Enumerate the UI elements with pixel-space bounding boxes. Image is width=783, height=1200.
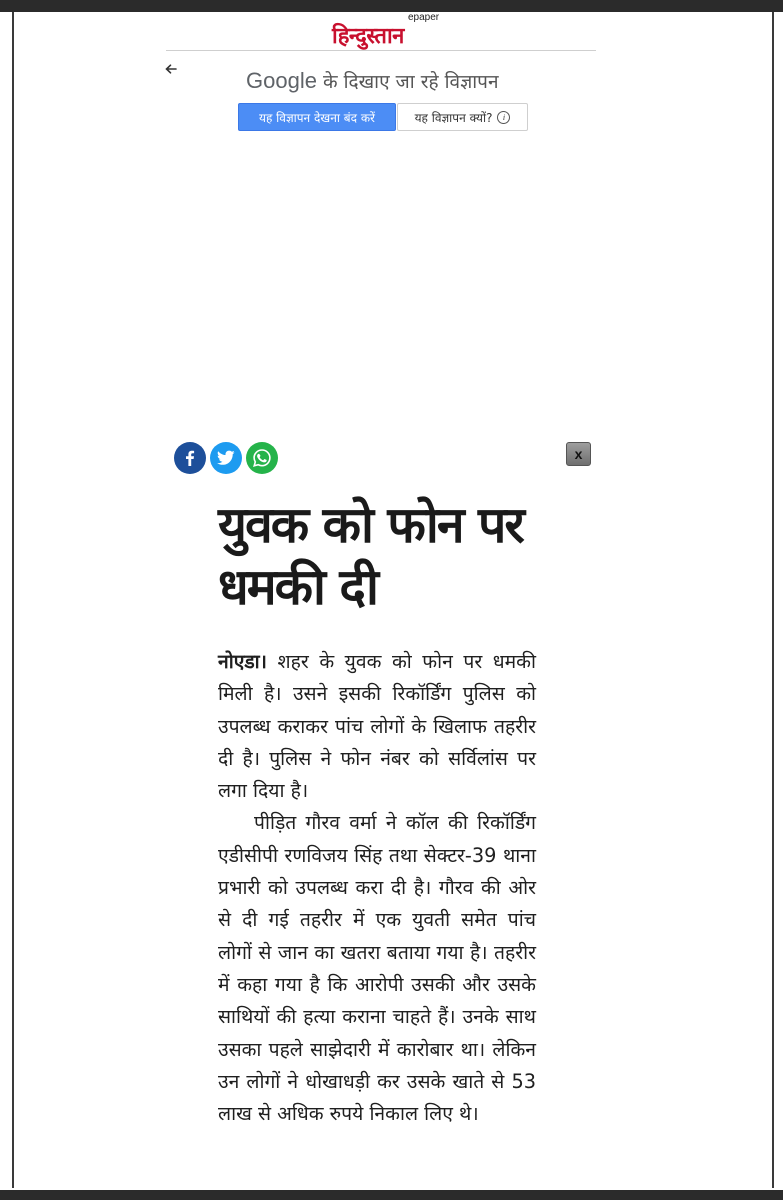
masthead[interactable]	[328, 12, 458, 49]
top-bar	[0, 0, 783, 12]
article-paragraph-1	[218, 646, 536, 807]
why-this-ad-label: यह विज्ञापन क्यों?	[414, 110, 493, 125]
whatsapp-icon[interactable]	[246, 442, 278, 474]
article-body	[218, 646, 536, 1130]
info-icon: i	[497, 111, 510, 124]
article-headline: युवक को फोन पर धमकी दी	[218, 496, 523, 616]
article-paragraph-2: पीड़ित गौरव वर्मा ने कॉल की रिकॉर्डिंग एडीसीपी रणविजय सिंह तथा सेक्टर-39 थाना प्रभारी को उपलब्ध करा दी है। गौरव की ओर से दी गई तहरीर में एक युवती समेत पांच लोगों से जान का खतरा बताया गया है। तहरीर में कहा गया है कि आरोपी उसकी और उसके साथियों की हत्या कराना चाहते हैं। उनके साथ उसका पहले साझेदारी में कारोबार था। लेकिन उन लोगों ने धोखाधड़ी कर उसके खाते से 53 लाख से अधिक रुपये निकाल लिए थे।	[218, 811, 536, 1126]
google-wordmark: Google	[246, 68, 317, 93]
dateline: नोएडा।	[218, 650, 267, 673]
ads-by-text: के दिखाए जा रहे विज्ञापन	[316, 71, 499, 93]
twitter-icon[interactable]	[210, 442, 242, 474]
ads-by-google-title	[246, 68, 499, 94]
close-button[interactable]	[566, 442, 591, 466]
why-this-ad-button[interactable]	[397, 103, 528, 131]
stop-seeing-ad-label: यह विज्ञापन देखना बंद करें	[259, 110, 375, 125]
hindustan-logo: हिन्दुस्तान	[332, 24, 404, 49]
left-border	[12, 12, 14, 1188]
stop-seeing-ad-button[interactable]	[238, 103, 396, 131]
bottom-bar	[0, 1190, 783, 1200]
facebook-icon[interactable]	[174, 442, 206, 474]
paragraph-1-text: शहर के युवक को फोन पर धमकी मिली है। उसने इसकी रिकॉर्डिंग पुलिस को उपलब्ध कराकर पांच लोगों के खिलाफ तहरीर दी है। पुलिस ने फोन नंबर को सर्विलांस पर लगा दिया है।	[218, 650, 536, 803]
epaper-label: epaper	[408, 12, 440, 23]
arrow-left-icon[interactable]	[164, 62, 180, 78]
right-border	[772, 12, 774, 1188]
close-label: x	[574, 446, 583, 462]
masthead-divider	[166, 50, 596, 51]
